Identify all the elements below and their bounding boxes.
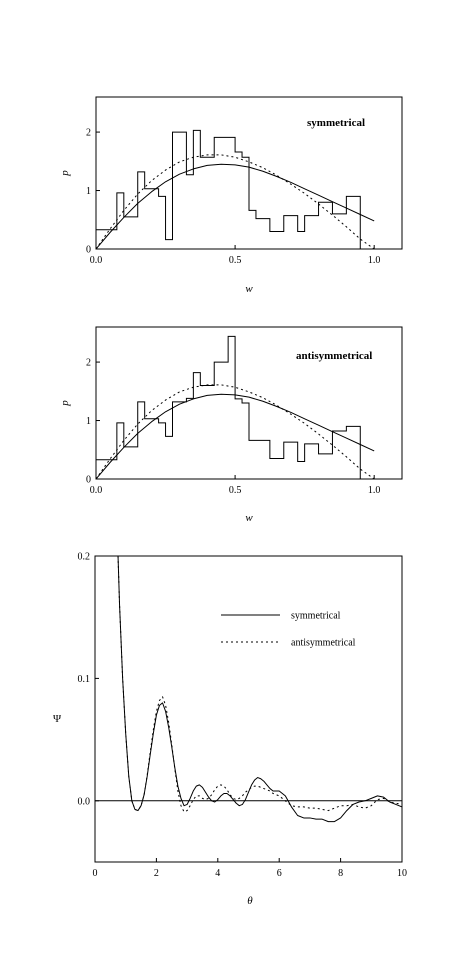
panel-label: symmetrical [307,117,366,129]
plot-frame [95,556,402,862]
y-axis-label: Ψ [52,713,62,725]
y-tick-label: 0 [86,474,91,486]
x-tick-label: 1.0 [367,255,381,266]
y-tick-label: 1 [86,186,91,198]
plot-area [95,556,402,822]
x-axis-label: w [245,512,253,524]
x-axis-label: θ [247,895,253,907]
legend-label: antisymmetrical [291,637,356,649]
y-axis-label: p [59,170,71,176]
x-tick-label: 0.5 [228,485,242,496]
series-line-symmetrical [118,556,402,822]
legend-label: symmetrical [291,610,341,622]
y-tick-label: 2 [86,357,91,369]
chart-panel-1 [59,97,402,295]
y-tick-label: 0 [86,244,91,256]
panel-label: antisymmetrical [296,350,373,362]
x-tick-label: 6 [276,868,282,879]
chart-panel-2 [59,327,402,524]
x-tick-label: 0.0 [89,255,103,266]
y-axis-label: p [59,400,71,406]
x-tick-label: 8 [338,868,344,879]
x-tick-label: 4 [215,868,221,879]
y-tick-label: 2 [86,127,91,139]
x-tick-label: 0 [92,868,98,879]
chart-panel-3 [53,552,407,908]
y-tick-label: 0.0 [77,796,90,808]
x-tick-label: 1.0 [367,485,381,496]
x-tick-label: 10 [397,868,407,879]
x-axis-label: w [245,283,253,295]
series-line-antisymmetrical [118,556,402,812]
histogram-step [96,130,374,249]
y-tick-label: 0.1 [77,673,90,685]
plot-area [96,130,374,249]
x-tick-label: 2 [153,868,159,879]
legend [221,611,356,649]
y-tick-label: 1 [86,416,91,428]
x-tick-label: 0.5 [228,255,242,266]
y-tick-label: 0.2 [77,551,90,563]
x-tick-label: 0.0 [89,485,103,496]
